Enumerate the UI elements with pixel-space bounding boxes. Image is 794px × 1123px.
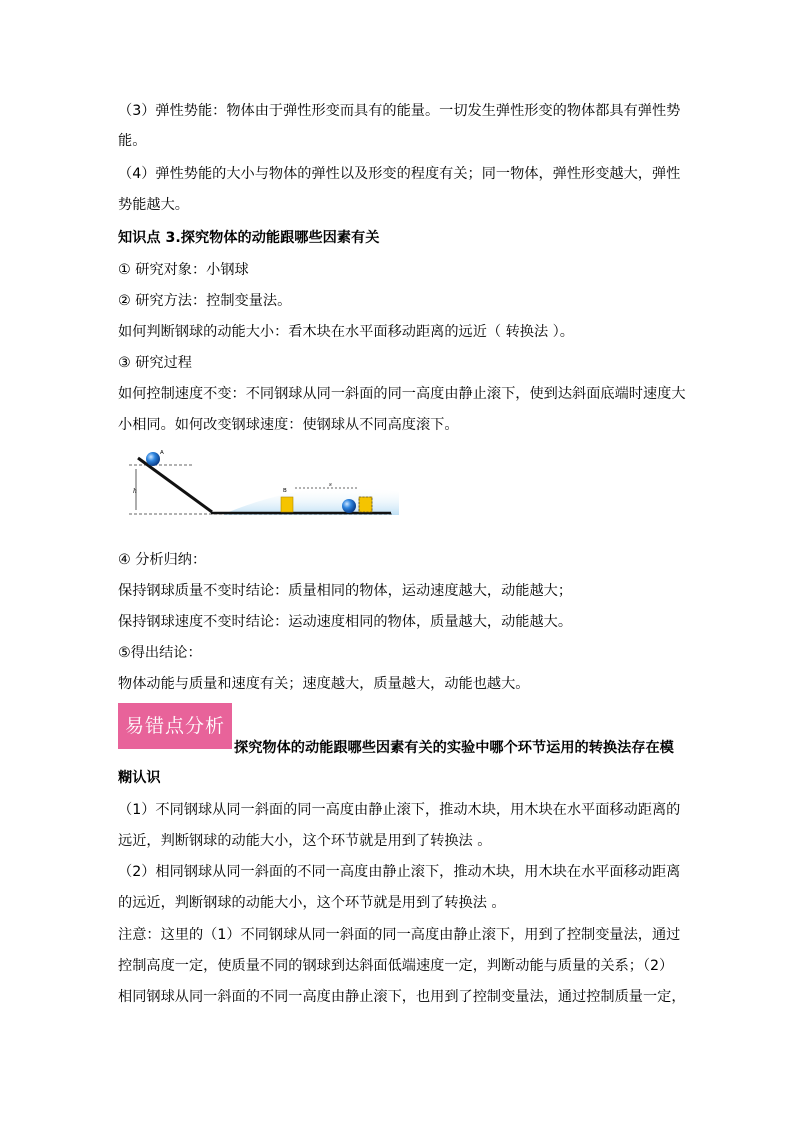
process-line-2: 小相同。如何改变钢球速度：使钢球从不同高度滚下。 (118, 417, 459, 433)
note-line-2: 控制高度一定，使质量不同的钢球到达斜面低端速度一定，判断动能与质量的关系；（2） (118, 958, 674, 974)
error-item-2-line-2: 的远近，判断钢球的动能大小，这个环节就是用到了转换法 。 (118, 895, 506, 911)
judge-kinetic-energy: 如何判断钢球的动能大小：看木块在水平面移动距离的远近（ 转换法 ）。 (118, 324, 574, 340)
surface-glow (224, 487, 399, 515)
error-analysis-badge: 易错点分析 (118, 703, 232, 749)
knowledge-point-3-title: 知识点 3.探究物体的动能跟哪些因素有关 (118, 230, 380, 246)
error-title-line-1: 探究物体的动能跟哪些因素有关的实验中哪个环节运用的转换法存在模 (234, 740, 674, 756)
error-item-1-line-1: （1）不同钢球从同一斜面的同一高度由静止滚下，推动木块，用木块在水平面移动距离的 (118, 802, 681, 818)
note-line-3: 相同钢球从同一斜面的不同一高度由静止滚下，也用到了控制变量法，通过控制质量一定， (118, 989, 686, 1005)
paragraph-4-line-2: 势能越大。 (118, 197, 189, 213)
steel-ball-top (146, 452, 160, 466)
final-conclusion: 物体动能与质量和速度有关；速度越大，质量越大，动能也越大。 (118, 676, 530, 692)
ball-label: A (160, 450, 164, 456)
conclusion-constant-speed: 保持钢球速度不变时结论：运动速度相同的物体，质量越大，动能越大。 (118, 614, 573, 630)
incline-slope (138, 458, 212, 512)
paragraph-4-line-1: （4）弹性势能的大小与物体的弹性以及形变的程度有关；同一物体，弹性形变越大，弹性 (118, 166, 681, 182)
experiment-diagram (124, 448, 400, 526)
error-item-2-line-1: （2）相同钢球从同一斜面的不同一高度由静止滚下，推动木块，用木块在水平面移动距离 (118, 864, 681, 880)
item-analysis: ④ 分析归纳： (118, 552, 207, 568)
item-research-object: ① 研究对象：小钢球 (118, 262, 249, 278)
block-label: B (283, 488, 287, 494)
item-research-method: ② 研究方法：控制变量法。 (118, 293, 292, 309)
note-line-1: 注意：这里的（1）不同钢球从同一斜面的同一高度由静止滚下，用到了控制变量法，通过 (118, 927, 681, 943)
steel-ball-bottom (342, 499, 356, 513)
conclusion-constant-mass: 保持钢球质量不变时结论：质量相同的物体，运动速度越大，动能越大； (118, 583, 573, 599)
paragraph-3-line-1: （3）弹性势能：物体由于弹性形变而具有的能量。一切发生弹性形变的物体都具有弹性势 (118, 103, 681, 119)
height-label: h (133, 488, 137, 495)
error-item-1-line-2: 远近，判断钢球的动能大小，这个环节就是用到了转换法 。 (118, 833, 492, 849)
wood-block-end (359, 497, 372, 512)
paragraph-3-line-2: 能。 (118, 133, 147, 149)
item-research-process: ③ 研究过程 (118, 355, 192, 371)
distance-label: s (329, 482, 332, 488)
process-line-1: 如何控制速度不变：不同钢球从同一斜面的同一高度由静止滚下，使到达斜面底端时速度大 (118, 386, 686, 402)
error-title-line-2: 糊认识 (118, 770, 161, 786)
wood-block-start (281, 497, 293, 512)
item-conclusion: ⑤得出结论： (118, 645, 202, 661)
